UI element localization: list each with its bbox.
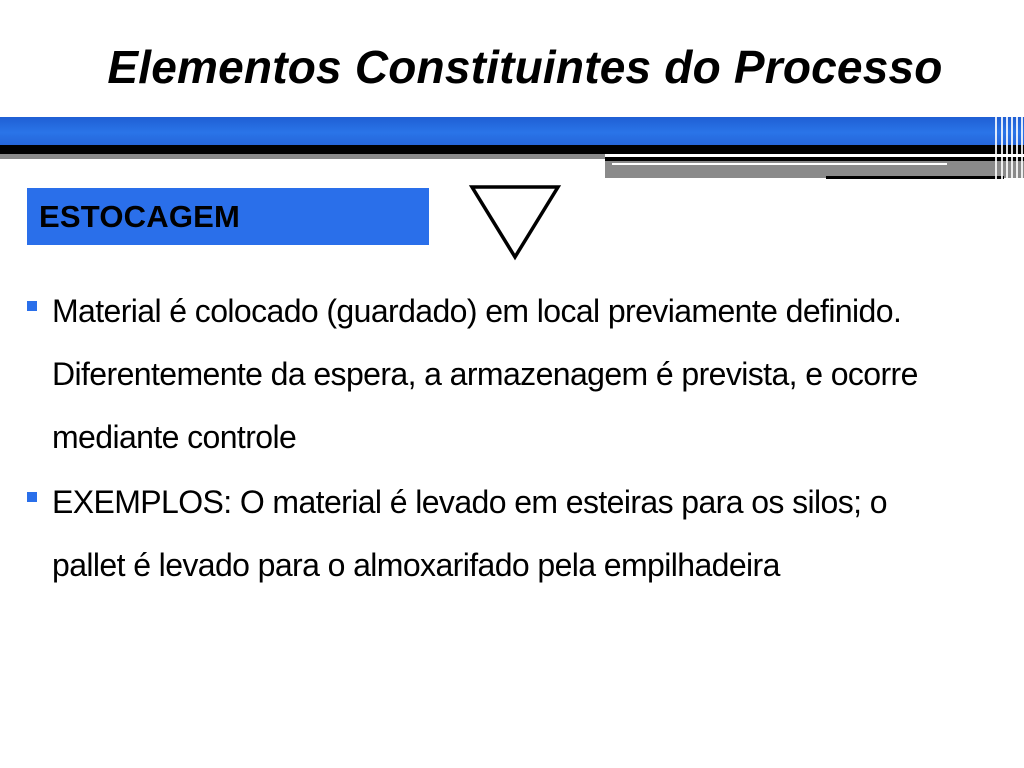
header-black-stripe-right — [605, 157, 1024, 161]
header-thin-line-short — [826, 176, 1004, 179]
header-blue-stripe — [0, 117, 1024, 145]
bullet-text: Material é colocado (guardado) em local previamente definido. Diferentemente da espera, a armazenagem é prevista, e ocorre mediante controle — [52, 293, 918, 455]
square-bullet-icon — [27, 492, 37, 502]
bullet-item — [26, 471, 926, 597]
section-label: ESTOCAGEM — [39, 198, 241, 234]
bullet-list — [26, 280, 926, 599]
header-black-stripe — [0, 145, 1024, 154]
slide-title: Elementos Constituintes do Processo — [107, 41, 943, 93]
square-bullet-icon — [27, 301, 37, 311]
bullet-text: EXEMPLOS: O material é levado em esteiras para os silos; o pallet é levado para o almoxarifado pela empilhadeira — [52, 484, 887, 583]
bullet-item — [26, 280, 926, 469]
header-gray-stripe — [0, 154, 605, 159]
header-thin-line — [612, 163, 947, 165]
downward-triangle-icon — [468, 184, 563, 262]
section-label-box — [27, 188, 429, 245]
header-vertical-lines — [992, 117, 1024, 180]
